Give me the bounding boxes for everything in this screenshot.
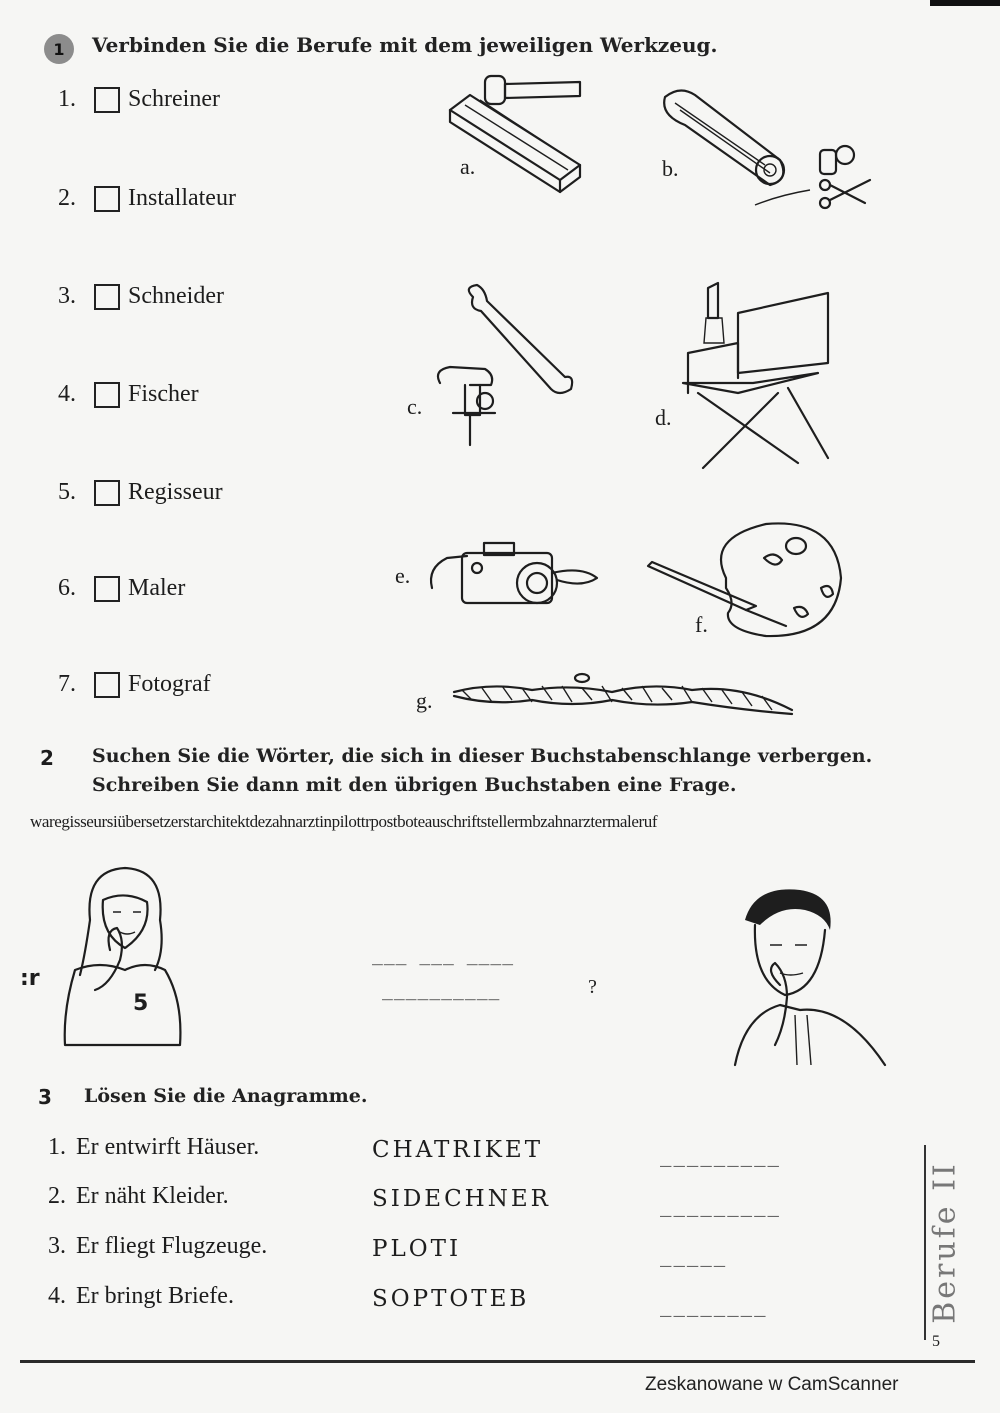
letter-snake: waregisseursiübersetzerstarchitektdezahnarztinpilottrpostboteauschriftstellermbzahnarztermaleruf — [30, 812, 658, 831]
clue-text: Er entwirft Häuser. — [76, 1134, 260, 1160]
item-label: Regisseur — [128, 479, 223, 505]
anagram-clue-1 — [48, 1134, 259, 1161]
answer-checkbox[interactable] — [94, 480, 120, 506]
picture-letter-g: g. — [416, 688, 433, 713]
clue-number: 3. — [48, 1233, 66, 1259]
exercise1-item-4 — [58, 381, 199, 408]
anagram-word-3: PLOTI — [372, 1236, 462, 1262]
exercise1-item-6 — [58, 575, 185, 602]
picture-letter-b: b. — [662, 156, 679, 181]
anagram-clue-2 — [48, 1183, 229, 1210]
sentence-answer-line-1[interactable]: ___ ___ ____ — [372, 945, 515, 966]
answer-checkbox[interactable] — [94, 382, 120, 408]
anagram-word-4: SOPTOTEB — [372, 1286, 530, 1312]
exercise3-number: 3 — [38, 1085, 52, 1109]
camera-icon — [422, 538, 602, 613]
item-number: 5. — [58, 479, 76, 505]
page-bottom-rule — [20, 1360, 975, 1363]
anagram-clue-4 — [48, 1283, 234, 1310]
woman-thinking-illustration — [55, 860, 190, 1060]
answer-checkbox[interactable] — [94, 284, 120, 310]
picture-letter-e: e. — [395, 563, 411, 588]
picture-letter-a: a. — [460, 154, 476, 179]
sentence-answer-line-2[interactable]: __________ — [382, 980, 501, 1001]
exercise1-item-3 — [58, 283, 224, 310]
scan-corner-shadow — [930, 0, 1000, 6]
anagram-answer-4[interactable]: ________ — [660, 1295, 768, 1317]
item-number: 6. — [58, 575, 76, 601]
exercise2-number: 2 — [40, 746, 54, 770]
item-label: Schneider — [128, 283, 224, 309]
side-tab-rule — [924, 1145, 926, 1340]
wrench-faucet-icon — [425, 285, 575, 455]
anagram-clue-3 — [48, 1233, 267, 1260]
edge-text-fragment: :r — [20, 966, 40, 991]
answer-checkbox[interactable] — [94, 576, 120, 602]
man-thinking-illustration — [725, 885, 890, 1070]
item-number: 4. — [58, 381, 76, 407]
item-number: 3. — [58, 283, 76, 309]
clue-number: 4. — [48, 1283, 66, 1309]
answer-checkbox[interactable] — [94, 87, 120, 113]
clue-text: Er bringt Briefe. — [76, 1283, 234, 1309]
fishing-net-icon — [452, 670, 797, 725]
exercise2-heading-line1: Suchen Sie die Wörter, die sich in dieser Buchstabenschlange verbergen. — [92, 745, 873, 767]
anagram-answer-2[interactable]: _________ — [660, 1195, 781, 1217]
item-label: Fotograf — [128, 671, 211, 697]
anagram-answer-1[interactable]: _________ — [660, 1145, 781, 1167]
exercise1-heading: Verbinden Sie die Berufe mit dem jeweiligen Werkzeug. — [92, 33, 718, 57]
clue-text: Er näht Kleider. — [76, 1183, 229, 1209]
exercise1-item-2 — [58, 185, 236, 212]
picture-letter-c: c. — [407, 394, 423, 419]
item-label: Installateur — [128, 185, 236, 211]
picture-letter-d: d. — [655, 405, 672, 430]
saw-and-planks-icon — [440, 70, 590, 210]
exercise3-heading: Lösen Sie die Anagramme. — [84, 1085, 368, 1107]
anagram-word-1: CHATRIKET — [372, 1137, 544, 1163]
clue-text: Er fliegt Flugzeuge. — [76, 1233, 268, 1259]
answer-checkbox[interactable] — [94, 672, 120, 698]
clue-number: 2. — [48, 1183, 66, 1209]
item-number: 1. — [58, 86, 76, 112]
chapter-side-tab — [912, 1145, 963, 1350]
item-number: 7. — [58, 671, 76, 697]
item-label: Fischer — [128, 381, 199, 407]
page-number: 5 — [932, 1333, 940, 1350]
exercise1-item-7 — [58, 671, 211, 698]
answer-checkbox[interactable] — [94, 186, 120, 212]
item-label: Maler — [128, 575, 186, 601]
scanner-watermark: Zeskanowane w CamScanner — [645, 1374, 899, 1395]
anagram-answer-3[interactable]: _____ — [660, 1245, 728, 1267]
director-chair-icon — [678, 283, 843, 473]
paint-palette-icon — [646, 518, 846, 643]
exercise1-item-5 — [58, 479, 223, 506]
item-label: Schreiner — [128, 86, 220, 112]
exercise1-number-badge: 1 — [44, 34, 74, 64]
item-number: 2. — [58, 185, 76, 211]
anagram-word-2: SIDECHNER — [372, 1186, 551, 1212]
picture-letter-f: f. — [695, 612, 708, 637]
exercise1-item-1 — [58, 86, 220, 113]
question-mark: ? — [588, 976, 597, 998]
fabric-roll-sewing-icon — [660, 85, 890, 220]
svg-text:5: 5 — [133, 991, 149, 1016]
chapter-title: Berufe II — [927, 1161, 963, 1324]
exercise2-heading-line2: Schreiben Sie dann mit den übrigen Buchstaben eine Frage. — [92, 774, 737, 796]
clue-number: 1. — [48, 1134, 66, 1160]
